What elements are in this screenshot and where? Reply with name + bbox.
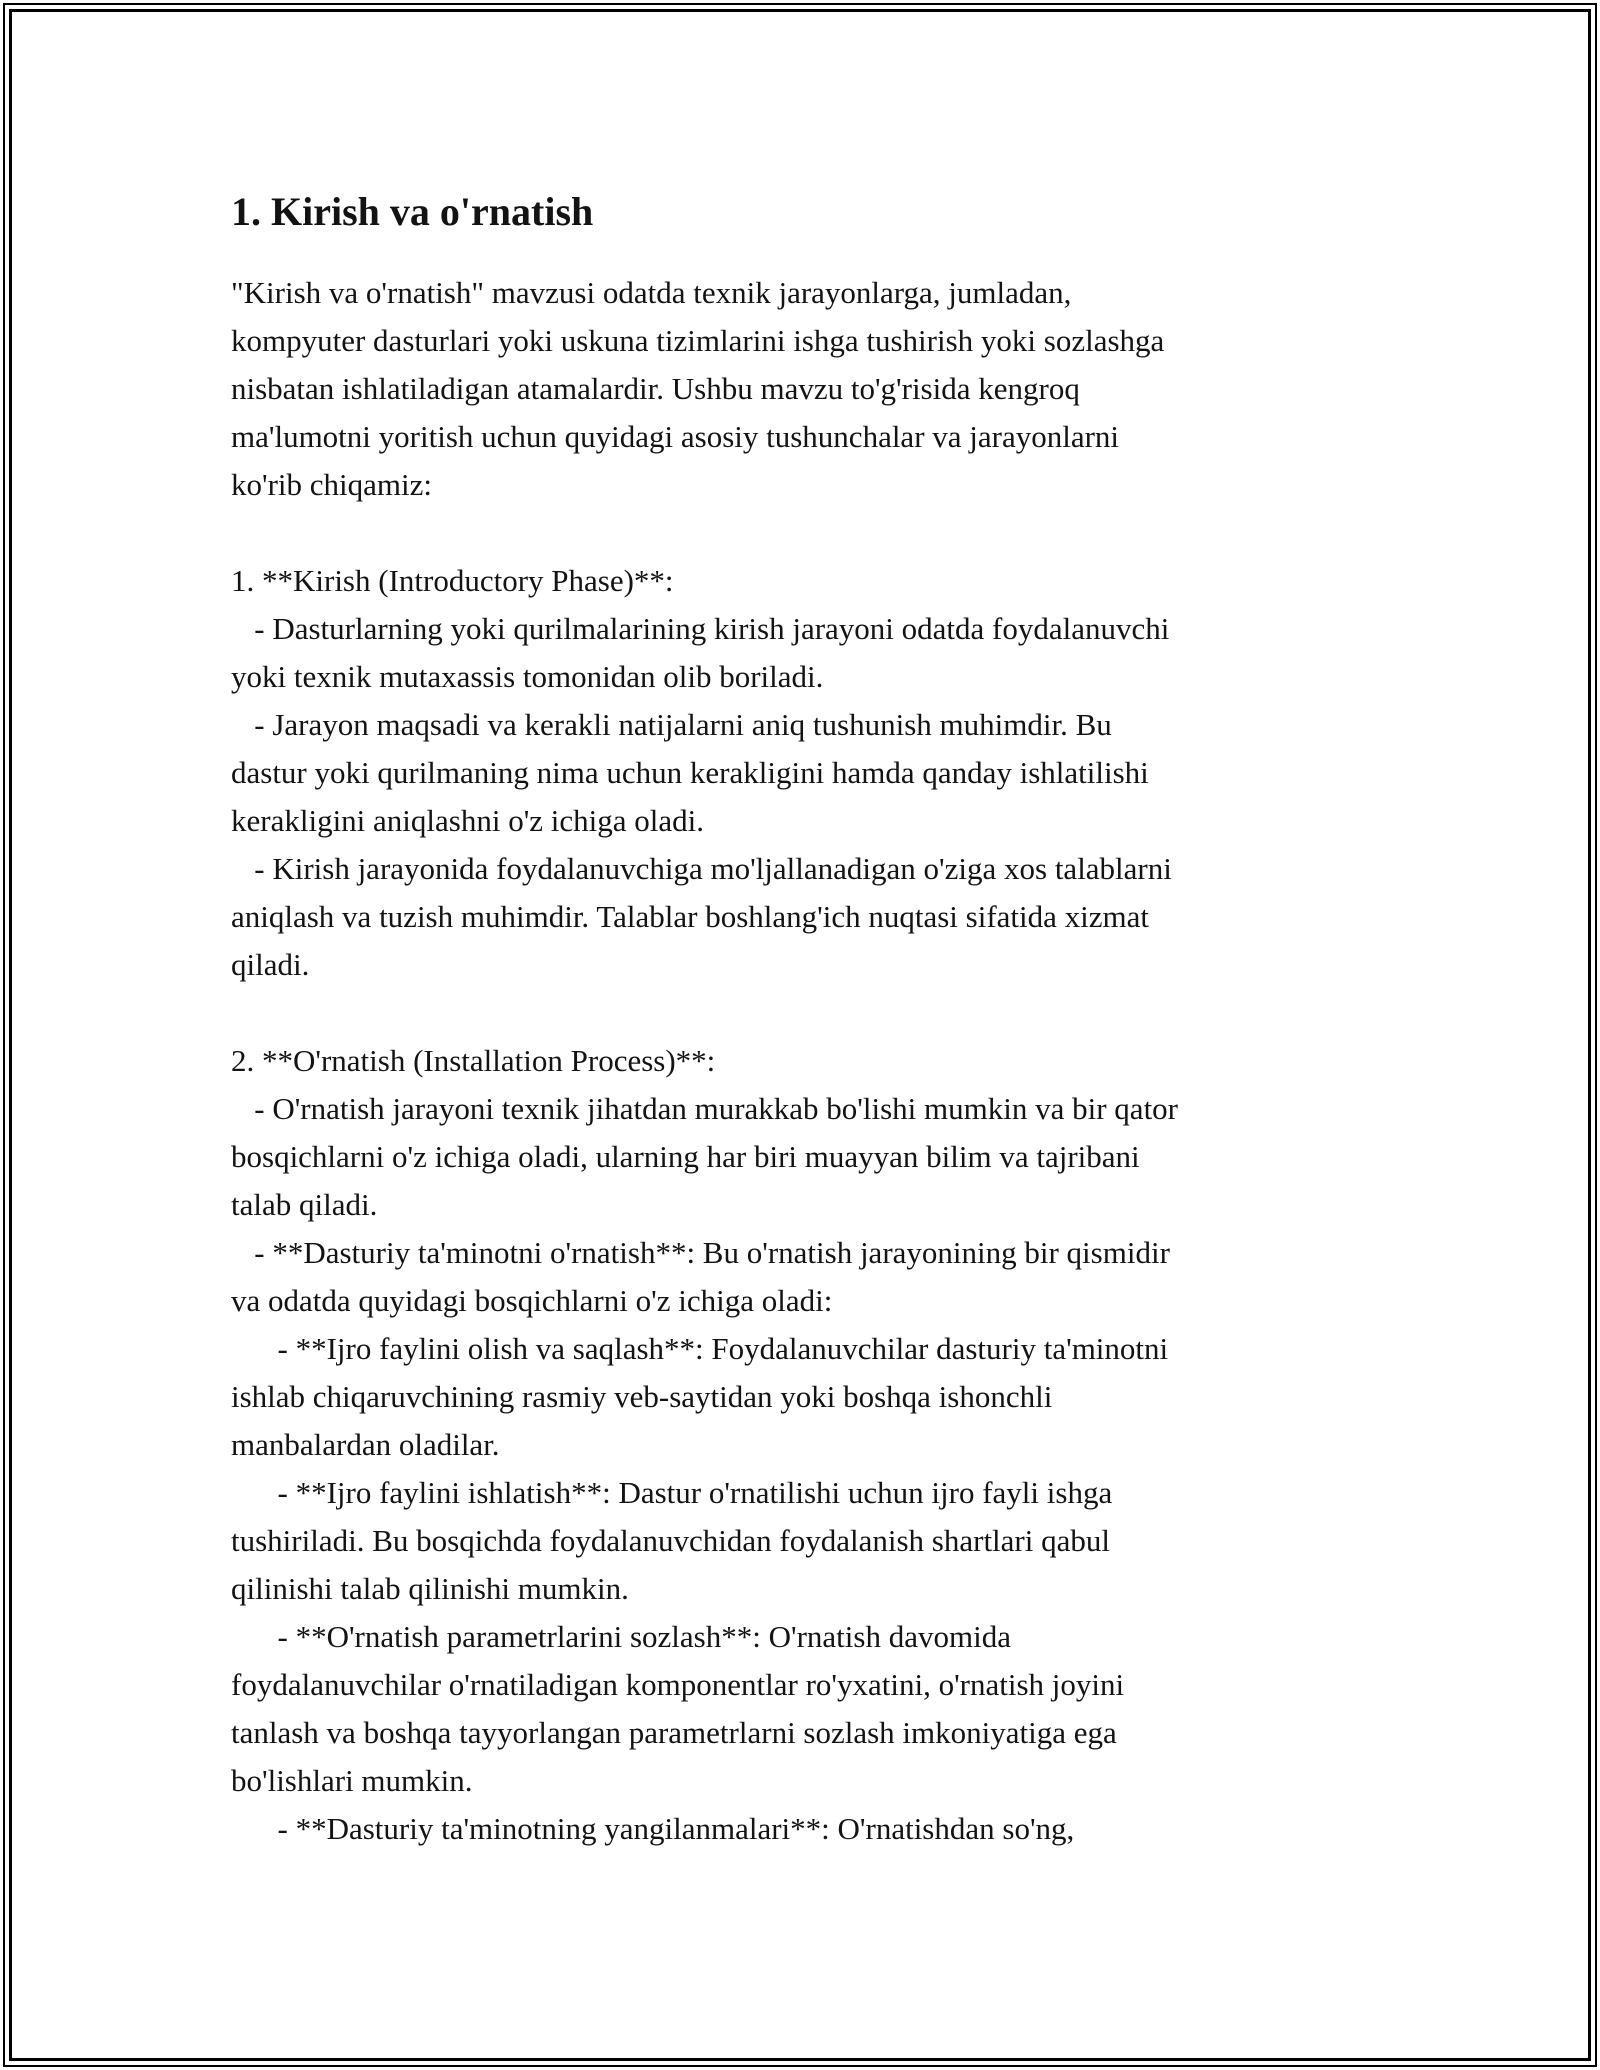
text-line: bo'lishlari mumkin. [231,1763,473,1798]
text-line: - **O'rnatish parametrlarini sozlash**: O'rnatish davomida [231,1619,1011,1654]
text-line: ma'lumotni yoritish uchun quyidagi asosiy tushunchalar va jarayonlarni [231,419,1120,454]
text-line [231,989,1458,1037]
text-line: kerakligini aniqlashni o'z ichiga oladi. [231,803,705,838]
text-line: - **Ijro faylini ishlatish**: Dastur o'rnatilishi uchun ijro fayli ishga [231,1475,1113,1510]
text-line: tanlash va boshqa tayyorlangan parametrlarni sozlash imkoniyatiga ega [231,1715,1117,1750]
text-line: manbalardan oladilar. [231,1427,500,1462]
text-line: "Kirish va o'rnatish" mavzusi odatda texnik jarayonlarga, jumladan, [231,275,1072,310]
page-inner-border [9,9,1591,2061]
text-line: ishlab chiqaruvchining rasmiy veb-saytidan yoki boshqa ishonchli [231,1379,1053,1414]
text-line: nisbatan ishlatiladigan atamalardir. Ushbu mavzu to'g'risida kengroq [231,371,1080,406]
text-line: ko'rib chiqamiz: [231,467,433,502]
text-line: qiladi. [231,947,310,982]
page-outer-border [3,3,1597,2067]
page-title: 1. Kirish va o'rnatish [231,189,594,234]
text-line: yoki texnik mutaxassis tomonidan olib boriladi. [231,659,824,694]
text-line: - **Ijro faylini olish va saqlash**: Foydalanuvchilar dasturiy ta'minotni [231,1331,1169,1366]
text-line: - Dasturlarning yoki qurilmalarining kirish jarayoni odatda foydalanuvchi [231,611,1170,646]
text-line: 1. **Kirish (Introductory Phase)**: [231,563,674,598]
text-line: va odatda quyidagi bosqichlarni o'z ichiga oladi: [231,1283,833,1318]
text-line: bosqichlarni o'z ichiga oladi, ularning har biri muayyan bilim va tajribani [231,1139,1140,1174]
text-line: 2. **O'rnatish (Installation Process)**: [231,1043,716,1078]
text-line: talab qiladi. [231,1187,378,1222]
text-line: dastur yoki qurilmaning nima uchun kerakligini hamda qanday ishlatilishi [231,755,1149,790]
text-line: kompyuter dasturlari yoki uskuna tizimlarini ishga tushirish yoki sozlashga [231,323,1165,358]
text-line: - Jarayon maqsadi va kerakli natijalarni aniq tushunish muhimdir. Bu [231,707,1112,742]
text-line: foydalanuvchilar o'rnatiladigan komponentlar ro'yxatini, o'rnatish joyini [231,1667,1125,1702]
text-line [231,509,1458,557]
text-line: - **Dasturiy ta'minotni o'rnatish**: Bu o'rnatish jarayonining bir qismidir [231,1235,1170,1270]
body-text [231,269,1458,1853]
text-line: - Kirish jarayonida foydalanuvchiga mo'ljallanadigan o'ziga xos talablarni [231,851,1172,886]
text-line: qilinishi talab qilinishi mumkin. [231,1571,629,1606]
document-content [12,12,1588,1853]
text-line: - **Dasturiy ta'minotning yangilanmalari**: O'rnatishdan so'ng, [231,1811,1075,1846]
text-line: aniqlash va tuzish muhimdir. Talablar boshlang'ich nuqtasi sifatida xizmat [231,899,1150,934]
text-line: tushiriladi. Bu bosqichda foydalanuvchidan foydalanish shartlari qabul [231,1523,1110,1558]
text-line: - O'rnatish jarayoni texnik jihatdan murakkab bo'lishi mumkin va bir qator [231,1091,1178,1126]
